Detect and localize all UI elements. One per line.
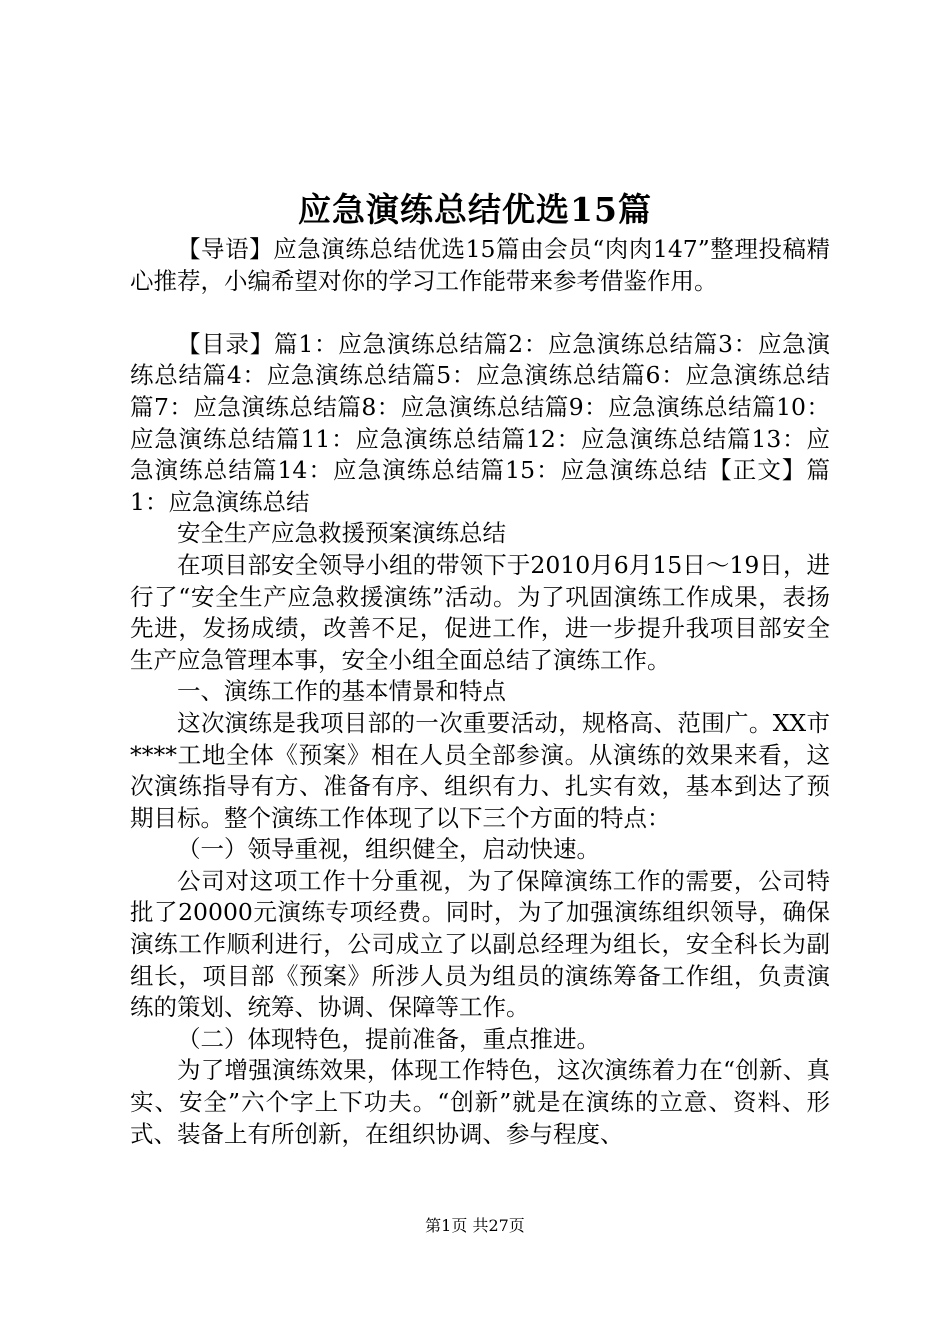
table-of-contents: 【目录】篇1：应急演练总结篇2：应急演练总结篇3：应急演练总结篇4：应急演练总结篇5：应急演练总结篇6：应急演练总结篇7：应急演练总结篇8：应急演练总结篇9：应急演练总结篇10：应急演练总结篇11：应急演练总结篇12：应急演练总结篇13：应急演练总结篇14：应急演练总结篇15：应急演练总结【正文】篇1：应急演练总结 [130,329,830,516]
body-paragraph-3: 公司对这项工作十分重视，为了保障演练工作的需要，公司特批了20000元演练专项经费。同时，为了加强演练组织领导，确保演练工作顺利进行，公司成立了以副总经理为组长，安全科长为副组长，项目部《预案》所涉人员为组员的演练筹备工作组，负责演练的策划、统筹、协调、保障等工作。 [130,866,830,1022]
page-number-footer: 第1页 共27页 [425,1216,525,1235]
section-heading-1: 一、演练工作的基本情景和特点 [177,677,506,706]
section-subtitle: 安全生产应急救援预案演练总结 [177,519,506,548]
body-paragraph-2: 这次演练是我项目部的一次重要活动，规格高、范围广。XX市****工地全体《预案》相在人员全部参演。从演练的效果来看，这次演练指导有方、准备有序、组织有力、扎实有效，基本到达了预期目标。整个演练工作体现了以下三个方面的特点： [130,708,830,832]
body-paragraph-1: 在项目部安全领导小组的带领下于2010月6月15日～19日，进行了“安全生产应急救援演练”活动。为了巩固演练工作成果，表扬先进，发扬成绩，改善不足，促进工作，进一步提升我项目部安全生产应急管理本事，安全小组全面总结了演练工作。 [130,550,830,674]
document-body [130,234,830,1150]
document-title: 应急演练总结优选15篇 [298,190,652,229]
intro-paragraph: 【导语】应急演练总结优选15篇由会员“肉肉147”整理投稿精心推荐，小编希望对你的学习工作能带来参考借鉴作用。 [130,235,830,295]
subsection-heading-1: （一）领导重视，组织健全，启动快速。 [177,835,600,864]
body-paragraph-4: 为了增强演练效果，体现工作特色，这次演练着力在“创新、真实、安全”六个字上下功夫。“创新”就是在演练的立意、资料、形式、装备上有所创新，在组织协调、参与程度、 [130,1056,830,1148]
subsection-heading-2: （二）体现特色，提前准备，重点推进。 [177,1024,600,1053]
